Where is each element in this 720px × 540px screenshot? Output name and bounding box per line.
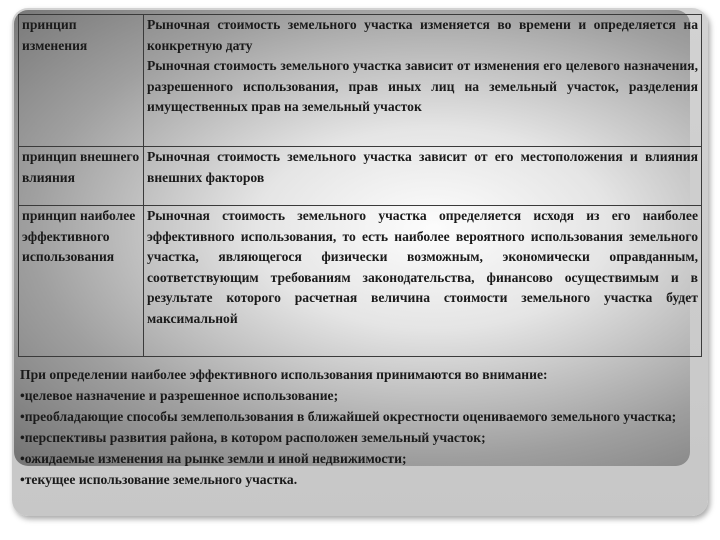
principle-description — [144, 206, 702, 357]
list-item: •преобладающие способы землепользования в ближайшей окрестности оцениваемого земельного участка; — [20, 409, 677, 424]
principle-name: принцип внешнего влияния — [19, 147, 144, 206]
considerations-block — [20, 364, 704, 490]
principle-name: принцип наиболее эффективного использования — [19, 206, 144, 357]
list-item: •ожидаемые изменения на рынке земли и иной недвижимости; — [20, 451, 407, 466]
principles-table — [18, 14, 702, 357]
table-row — [19, 206, 702, 357]
table-row — [19, 15, 702, 147]
list-item: •перспективы развития района, в котором расположен земельный участок; — [20, 430, 486, 445]
description-paragraph: Рыночная стоимость земельного участка зависит от его местоположения и влияния внешних факторов — [147, 149, 698, 185]
principle-name: принцип изменения — [19, 15, 144, 147]
list-item: •текущее использование земельного участка. — [20, 472, 298, 487]
description-paragraph: Рыночная стоимость земельного участка зависит от изменения его целевого назначения, разрешенного использования, прав иных лиц на земельный участок, разделения имущественных прав на земельный участок — [147, 58, 698, 114]
description-paragraph: Рыночная стоимость земельного участка изменяется во времени и определяется на конкретную дату — [147, 17, 698, 53]
considerations-intro: При определении наиболее эффективного использования принимаются во внимание: — [20, 367, 548, 382]
list-item: •целевое назначение и разрешенное использование; — [20, 388, 339, 403]
principle-description — [144, 147, 702, 206]
table-row — [19, 147, 702, 206]
description-paragraph: Рыночная стоимость земельного участка определяется исходя из его наиболее эффективного использования, то есть наиболее вероятного использования земельного участка, являющегося физически возможным, экономически оправданным, соответствующим требованиям законодательства, финансово осуществимым и в результате которого расчетная величина стоимости земельного участка будет максимальной — [147, 208, 698, 326]
principle-description — [144, 15, 702, 147]
